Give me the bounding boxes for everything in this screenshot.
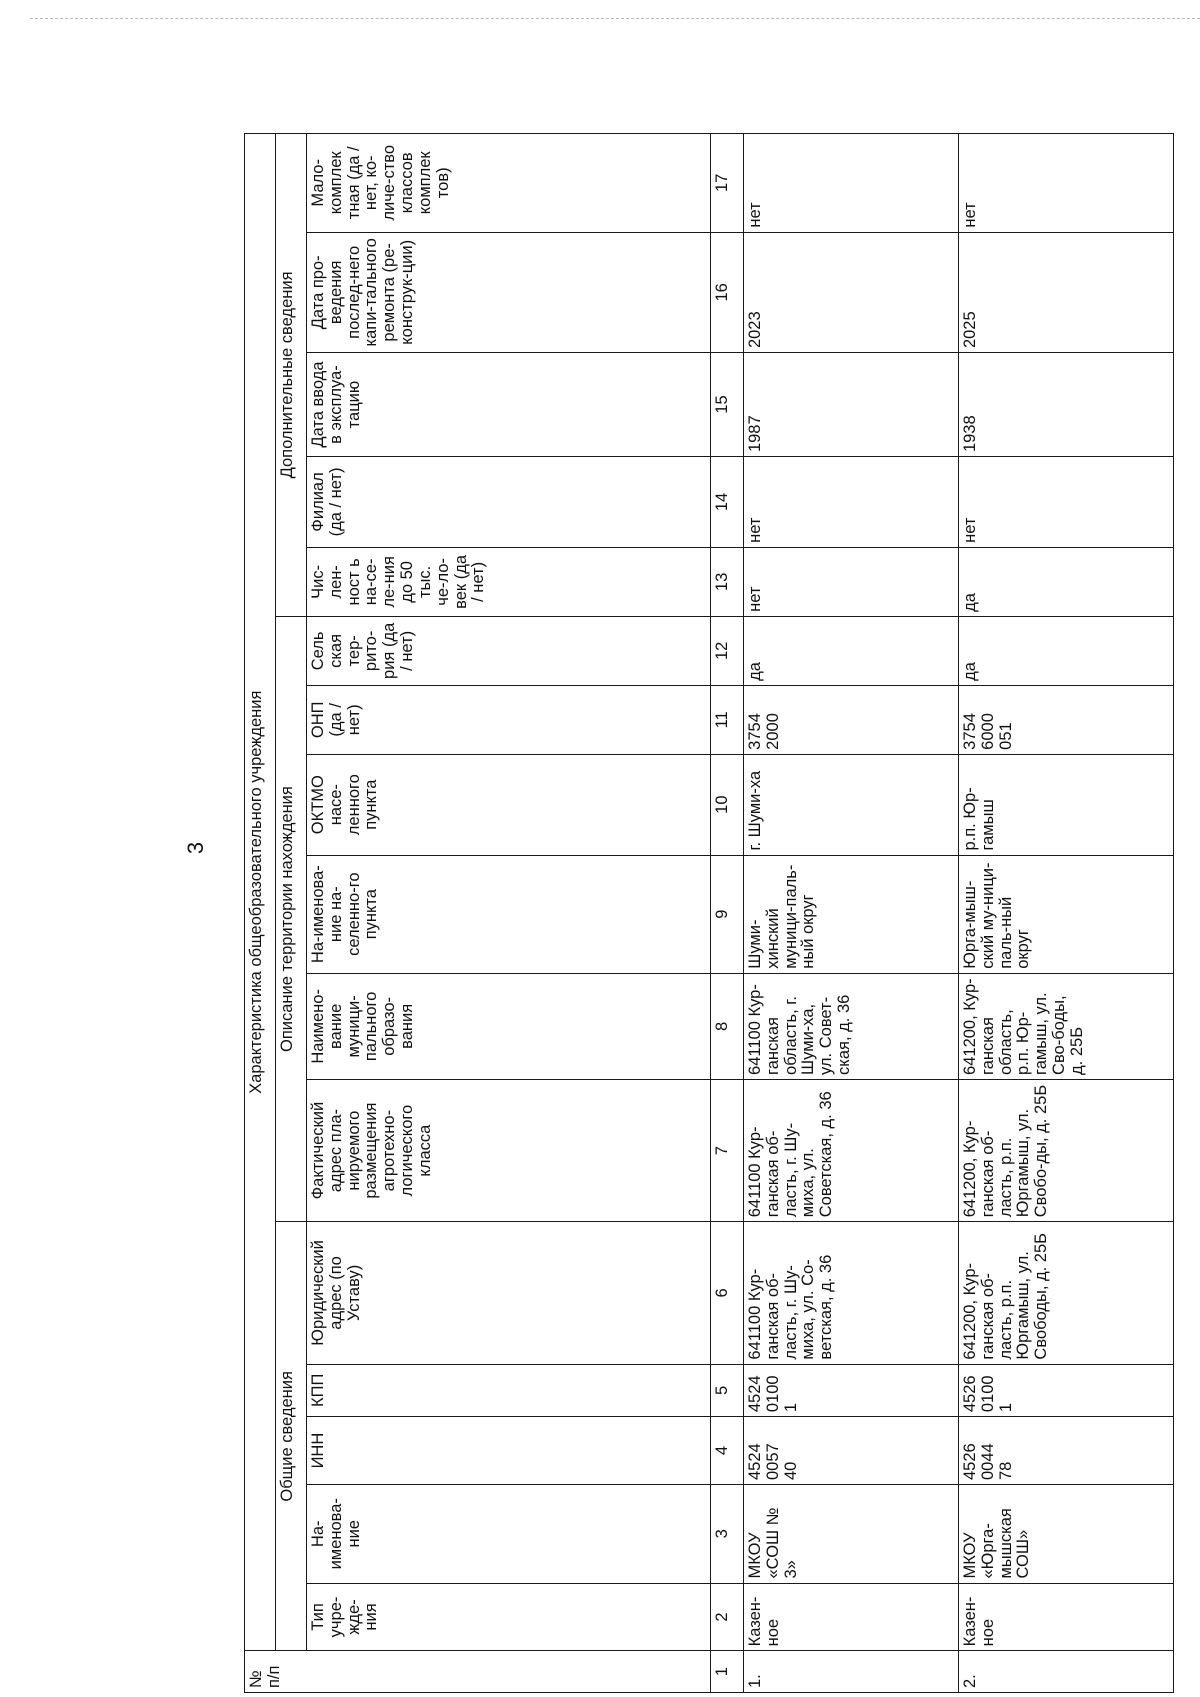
rotated-table-container xyxy=(244,133,1174,1693)
col-header-type: Тип учре-жде-ния xyxy=(307,1583,711,1651)
cell-rural: да xyxy=(744,616,959,685)
cell-row-number: 2. xyxy=(959,1651,1174,1693)
group-header-territory: Описание территории нахождения xyxy=(276,616,307,1221)
col-number: 7 xyxy=(711,1079,744,1221)
col-number: 10 xyxy=(711,754,744,855)
col-header-kpp: КПП xyxy=(307,1364,711,1417)
col-number: 11 xyxy=(711,685,744,754)
cell-branch: нет xyxy=(744,457,959,548)
cell-onp: 3754 2000 xyxy=(744,685,959,754)
cell-inn: 4526 0044 78 xyxy=(959,1417,1174,1485)
cell-commission-date: 1987 xyxy=(744,353,959,457)
group-header-additional: Дополнительные сведения xyxy=(276,134,307,617)
col-number: 16 xyxy=(711,232,744,352)
cell-actual-address: 641200, Кур-ганская об-ласть, р.п. Юргамыш, ул. Свобо-ды, д. 25Б xyxy=(959,1079,1174,1221)
col-header-branch: Филиал (да / нет) xyxy=(307,457,711,548)
table-title: Характеристика общеобразовательного учреждения xyxy=(245,134,276,1651)
cell-actual-address: 641100 Кур-ганская об-ласть, г. Шу-миха, ул. Советская, д. 36 xyxy=(744,1079,959,1221)
col-number: 1 xyxy=(711,1651,744,1693)
cell-population: да xyxy=(959,547,1174,616)
col-header-small-school: Мало-комплек тная (да / нет, ко-личе-ство классов комплек тов) xyxy=(307,134,711,233)
cell-legal-address: 641200, Кур-ганская об-ласть, р.п. Юргамыш, ул. Свободы, д. 25Б xyxy=(959,1222,1174,1364)
cell-repair-date: 2025 xyxy=(959,232,1174,352)
col-number: 9 xyxy=(711,855,744,973)
col-number: 17 xyxy=(711,134,744,233)
col-number: 14 xyxy=(711,457,744,548)
cell-kpp: 4526 0100 1 xyxy=(959,1364,1174,1417)
col-number: 13 xyxy=(711,547,744,616)
col-number: 4 xyxy=(711,1417,744,1485)
cell-legal-address: 641100 Кур-ганская об-ласть, г. Шу-миха, ул. Со-ветская, д. 36 xyxy=(744,1222,959,1364)
col-number: 8 xyxy=(711,973,744,1079)
page-number: 3 xyxy=(183,841,209,855)
cell-kpp: 4524 0100 1 xyxy=(744,1364,959,1417)
cell-settlement: Юрга-мыш-ский му-ници-паль-ный округ xyxy=(959,855,1174,973)
col-header-oktmo: ОКТМО насе-ленного пункта xyxy=(307,754,711,855)
col-header-repair-date: Дата про-ведения послед-него капи-тального ремонта (ре-конструк-ции) xyxy=(307,232,711,352)
cell-type: Казен-ное xyxy=(959,1583,1174,1651)
cell-commission-date: 1938 xyxy=(959,353,1174,457)
cell-name: МКОУ «СОШ № 3» xyxy=(744,1485,959,1584)
col-header-municipality: Наимено-вание муници-пального образо-вания xyxy=(307,973,711,1079)
group-header-general: Общие сведения xyxy=(276,1222,307,1651)
institution-characteristics-table xyxy=(244,133,1174,1693)
col-number: 15 xyxy=(711,353,744,457)
cell-municipality: 641100 Кур-ганская область, г. Шуми-ха, ул. Совет-ская, д. 36 xyxy=(744,973,959,1079)
col-number: 2 xyxy=(711,1583,744,1651)
col-number: 5 xyxy=(711,1364,744,1417)
table-row xyxy=(744,134,959,1693)
cell-oktmo: г. Шуми-ха xyxy=(744,754,959,855)
cell-small-school: нет xyxy=(959,134,1174,233)
table-row xyxy=(959,134,1174,1693)
cell-small-school: нет xyxy=(744,134,959,233)
cell-row-number: 1. xyxy=(744,1651,959,1693)
cell-oktmo: р.п. Юр-гамыш xyxy=(959,754,1174,855)
col-header-settlement: На-именова-ние на-селенно-го пункта xyxy=(307,855,711,973)
cell-name: МКОУ «Юрга-мышская СОШ» xyxy=(959,1485,1174,1584)
cell-branch: нет xyxy=(959,457,1174,548)
col-number: 6 xyxy=(711,1222,744,1364)
cell-municipality: 641200, Кур-ганская область, р.п. Юр-гамыш, ул. Сво-боды, д. 25Б xyxy=(959,973,1174,1079)
col-number: 12 xyxy=(711,616,744,685)
col-number: 3 xyxy=(711,1485,744,1584)
cell-inn: 4524 0057 40 xyxy=(744,1417,959,1485)
col-header-onp: ОНП (да / нет) xyxy=(307,685,711,754)
col-header-rural: Сель ская тер-рито-рия (да / нет) xyxy=(307,616,711,685)
col-header-inn: ИНН xyxy=(307,1417,711,1485)
cell-type: Казен-ное xyxy=(744,1583,959,1651)
col-header-commission-date: Дата ввода в эксплуа-тацию xyxy=(307,353,711,457)
cell-onp: 3754 6000 051 xyxy=(959,685,1174,754)
col-header-actual-address: Фактический адрес пла-нируемого размещения агротехно-логического класса xyxy=(307,1079,711,1221)
cell-rural: да xyxy=(959,616,1174,685)
col-header-name: На-именова-ние xyxy=(307,1485,711,1584)
col-header-population: Чис-лен-ност ь на-се-ле-ния до 50 тыс. че-ло-век (да / нет) xyxy=(307,547,711,616)
cell-repair-date: 2023 xyxy=(744,232,959,352)
cell-settlement: Шуми-хинский муници-паль-ный округ xyxy=(744,855,959,973)
col-header-legal-address: Юридический адрес (по Уставу) xyxy=(307,1222,711,1364)
num-header: № п/п xyxy=(245,1651,711,1693)
cell-population: нет xyxy=(744,547,959,616)
scan-edge-line xyxy=(30,18,1200,19)
